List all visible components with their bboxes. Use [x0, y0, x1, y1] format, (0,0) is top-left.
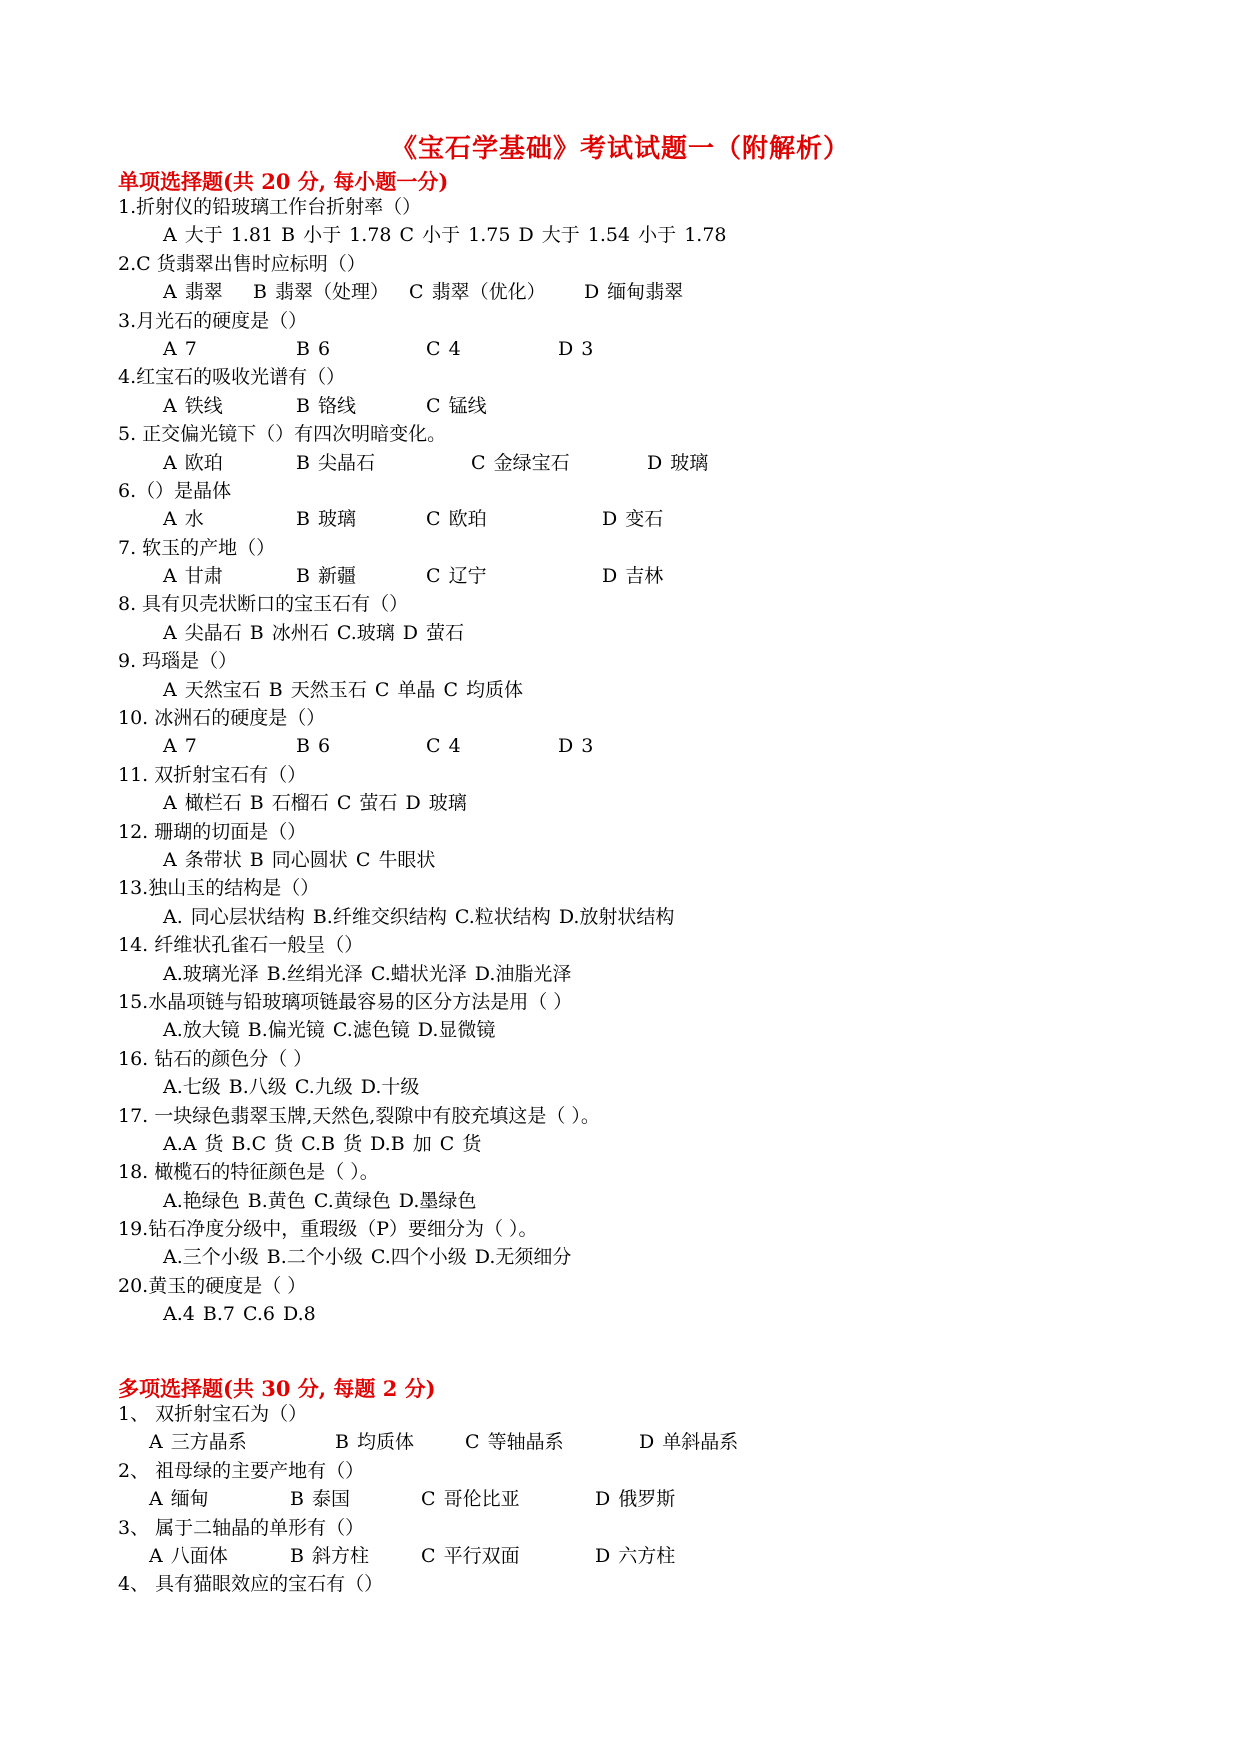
- option: B 玻璃: [296, 508, 357, 531]
- answer-options: A.七级 B.八级 C.九级 D.十级: [163, 1076, 420, 1099]
- document-title: 《宝石学基础》考试试题一（附解析）: [390, 134, 850, 164]
- question: 2、 祖母绿的主要产地有（）: [118, 1459, 365, 1482]
- option: D 3: [558, 735, 594, 758]
- question: 17. 一块绿色翡翠玉牌,天然色,裂隙中有胶充填这是（ ）。: [118, 1104, 600, 1127]
- answer-options: [118, 1542, 1168, 1570]
- question: 9. 玛瑙是（）: [118, 650, 238, 673]
- option: B 均质体: [335, 1431, 415, 1454]
- option: C 金绿宝石: [471, 451, 570, 474]
- answer-options: A 橄栏石 B 石榴石 C 萤石 D 玻璃: [163, 792, 467, 815]
- question: 16. 钻石的颜色分（ ）: [118, 1047, 313, 1070]
- multiple-choice-question-list: [118, 1400, 1168, 1599]
- option: C 哥伦比亚: [421, 1488, 520, 1511]
- question: 8. 具有贝壳状断口的宝玉石有（）: [118, 593, 409, 616]
- answer-options: [118, 449, 1168, 477]
- question: 5. 正交偏光镜下（）有四次明暗变化。: [118, 423, 447, 446]
- option: C 辽宁: [426, 565, 487, 588]
- question: 4、 具有猫眼效应的宝石有（）: [118, 1573, 384, 1596]
- option: D 吉林: [602, 565, 664, 588]
- answer-options: [118, 1428, 1168, 1456]
- option: B 6: [296, 337, 331, 360]
- option: D 六方柱: [595, 1544, 676, 1567]
- option: D 单斜晶系: [639, 1431, 739, 1454]
- single-choice-question-list: [118, 193, 1168, 1329]
- option: A 水: [163, 508, 204, 531]
- answer-options: A.三个小级 B.二个小级 C.四个小级 D.无须细分: [163, 1246, 572, 1269]
- question: 1.折射仪的铅玻璃工作台折射率（）: [118, 196, 422, 218]
- answer-options: A 尖晶石 B 冰州石 C.玻璃 D 萤石: [163, 621, 465, 644]
- option: D 3: [558, 337, 594, 360]
- answer-options: [118, 562, 1168, 590]
- question: 11. 双折射宝石有（）: [118, 763, 307, 786]
- answer-options: A.A 货 B.C 货 C.B 货 D.B 加 C 货: [163, 1132, 482, 1155]
- option: C 4: [426, 735, 461, 758]
- option: B 斜方柱: [290, 1544, 370, 1567]
- option: D 俄罗斯: [595, 1488, 676, 1511]
- question: 15.水晶项链与铅玻璃项链最容易的区分方法是用（ ）: [118, 990, 573, 1013]
- answer-options: A.艳绿色 B.黄色 C.黄绿色 D.墨绿色: [163, 1189, 477, 1212]
- answer-options: A.放大镜 B.偏光镜 C.滤色镜 D.显微镜: [163, 1019, 496, 1042]
- option: A 铁线: [163, 394, 223, 417]
- option: C 等轴晶系: [465, 1431, 564, 1454]
- option: A 翡翠: [163, 281, 223, 304]
- question: 18. 橄榄石的特征颜色是（ ）。: [118, 1161, 379, 1184]
- option: C 平行双面: [421, 1544, 520, 1567]
- option: D 变石: [602, 508, 664, 531]
- option: B 翡翠（处理）: [253, 281, 390, 304]
- question: 14. 纤维状孔雀石一般呈（）: [118, 934, 364, 957]
- option: A 甘肃: [163, 565, 223, 588]
- answer-options: A.4 B.7 C.6 D.8: [163, 1303, 316, 1326]
- answer-options: [118, 1485, 1168, 1513]
- option: B 6: [296, 735, 331, 758]
- option: C 翡翠（优化）: [409, 281, 546, 304]
- question: 20.黄玉的硬度是（ ）: [118, 1274, 307, 1297]
- option: B 泰国: [290, 1488, 351, 1511]
- question: 19.钻石净度分级中，重瑕级（P）要细分为（ ）。: [118, 1218, 538, 1241]
- question: 4.红宝石的吸收光谱有（）: [118, 366, 346, 389]
- option: B 尖晶石: [296, 451, 376, 474]
- answer-options: [118, 335, 1168, 363]
- option: A 三方晶系: [149, 1431, 247, 1454]
- section-heading-multiple-choice: 多项选择题(共 30 分, 每题 2 分): [118, 1376, 436, 1401]
- question: 12. 珊瑚的切面是（）: [118, 820, 307, 843]
- answer-options: [118, 732, 1168, 760]
- answer-options: A 条带状 B 同心圆状 C 牛眼状: [163, 848, 436, 871]
- option: A 八面体: [149, 1544, 228, 1567]
- question: 13.独山玉的结构是（）: [118, 877, 320, 900]
- answer-options: A 天然宝石 B 天然玉石 C 单晶 C 均质体: [163, 678, 524, 701]
- option: B 新疆: [296, 565, 357, 588]
- question: 1、 双折射宝石为（）: [118, 1403, 308, 1425]
- answer-options: A.玻璃光泽 B.丝绢光泽 C.蜡状光泽 D.油脂光泽: [163, 962, 572, 985]
- question: 2.C 货翡翠出售时应标明（）: [118, 252, 366, 275]
- option: D 缅甸翡翠: [584, 281, 684, 304]
- answer-options: A 大于 1.81 B 小于 1.78 C 小于 1.75 D 大于 1.54 小于 1.78: [163, 224, 727, 247]
- answer-options: [118, 278, 1168, 306]
- option: A 7: [163, 735, 197, 758]
- question: 3、 属于二轴晶的单形有（）: [118, 1516, 365, 1539]
- option: C 欧珀: [426, 508, 487, 531]
- option: A 7: [163, 337, 197, 360]
- question: 7. 软玉的产地（）: [118, 536, 276, 559]
- answer-options: [118, 505, 1168, 533]
- option: B 铬线: [296, 394, 357, 417]
- option: A 欧珀: [163, 451, 223, 474]
- question: 6.（）是晶体: [118, 479, 232, 502]
- question: 3.月光石的硬度是（）: [118, 309, 308, 332]
- option: D 玻璃: [647, 451, 709, 474]
- question: 10. 冰洲石的硬度是（）: [118, 707, 326, 730]
- option: C 锰线: [426, 394, 487, 417]
- answer-options: A. 同心层状结构 B.纤维交织结构 C.粒状结构 D.放射状结构: [163, 905, 675, 928]
- option: A 缅甸: [149, 1488, 209, 1511]
- option: C 4: [426, 337, 461, 360]
- answer-options: [118, 392, 1168, 420]
- section-heading-single-choice: 单项选择题(共 20 分, 每小题一分): [118, 169, 449, 194]
